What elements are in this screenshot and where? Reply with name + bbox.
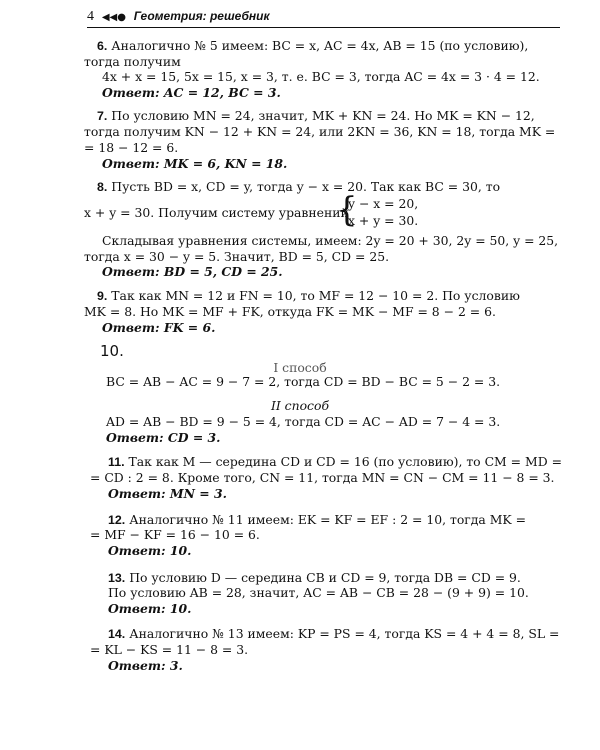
- problem-11-number: 11.: [108, 455, 125, 469]
- problem-9-line-2: MK = 8. Но MK = MF + FK, откуда FK = MK − MF = 8 − 2 = 6.: [84, 304, 496, 319]
- problem-11-answer: Ответ: MN = 3.: [108, 486, 227, 501]
- problem-6-line-3: 4x + x = 15, 5x = 15, x = 3, т. е. BC = 3, тогда AC = 4x = 3 · 4 = 12.: [102, 69, 540, 84]
- problem-7-number: 7.: [97, 109, 108, 123]
- problem-11-line-2: = CD : 2 = 8. Кроме того, CN = 11, тогда MN = CN − CM = 11 − 8 = 3.: [90, 470, 555, 485]
- problem-14-number: 14.: [108, 627, 126, 641]
- problem-12-number: 12.: [108, 513, 126, 527]
- problem-10-answer: Ответ: CD = 3.: [106, 430, 221, 445]
- problem-12-line-1: [108, 512, 526, 528]
- problem-7-line-3: = 18 − 12 = 6.: [84, 140, 179, 155]
- problem-7-line-2: тогда получим KN − 12 + KN = 24, или 2KN = 36, KN = 18, тогда MK =: [84, 124, 556, 139]
- problem-9-number: 9.: [97, 289, 108, 303]
- system-brace: {: [336, 190, 358, 230]
- problem-9-text-1: Так как MN = 12 и FN = 10, то MF = 12 − 10 = 2. По условию: [111, 288, 520, 303]
- problem-8-line-4: тогда x = 30 − y = 5. Значит, BD = 5, CD = 25.: [84, 249, 390, 264]
- problem-11-line-1: [108, 454, 562, 470]
- problem-6-line-1: [97, 38, 528, 54]
- problem-8-line-1: [97, 179, 500, 195]
- arrows-mark-icon: ◀◀●: [101, 12, 126, 23]
- problem-9-line-1: [97, 288, 520, 304]
- method-1-heading: I способ: [273, 360, 327, 375]
- problem-14-answer: Ответ: 3.: [108, 658, 183, 673]
- problem-6-line-2: тогда получим: [84, 54, 181, 69]
- page-number: 4: [87, 9, 94, 24]
- page-header: [87, 9, 560, 28]
- system-equation-2: x + y = 30.: [348, 213, 419, 228]
- problem-8-number: 8.: [97, 180, 108, 194]
- problem-8-line-3: Складывая уравнения системы, имеем: 2y = 20 + 30, 2y = 50, y = 25,: [102, 233, 559, 248]
- problem-14-line-2: = KL − KS = 11 − 8 = 3.: [90, 642, 249, 657]
- problem-7-answer: Ответ: MK = 6, KN = 18.: [102, 156, 288, 171]
- problem-6-number: 6.: [97, 39, 108, 53]
- problem-10-line-2: AD = AB − BD = 9 − 5 = 4, тогда CD = AC − AD = 7 − 4 = 3.: [106, 414, 501, 429]
- problem-14-text-1: Аналогично № 13 имеем: KP = PS = 4, тогда KS = 4 + 4 = 8, SL =: [129, 626, 560, 641]
- problem-12-answer: Ответ: 10.: [108, 543, 192, 558]
- problem-9-answer: Ответ: FK = 6.: [102, 320, 216, 335]
- system-equation-1: y − x = 20,: [348, 196, 419, 211]
- problem-13-line-1: [108, 570, 521, 586]
- problem-12-text-1: Аналогично № 11 имеем: EK = KF = EF : 2 = 10, тогда MK =: [129, 512, 527, 527]
- problem-6-answer: Ответ: AC = 12, BC = 3.: [102, 85, 281, 100]
- problem-13-line-2: По условию AB = 28, значит, AC = AB − CB = 28 − (9 + 9) = 10.: [108, 585, 529, 600]
- problem-8-answer: Ответ: BD = 5, CD = 25.: [102, 264, 283, 279]
- problem-10-line-1: BC = AB − AC = 9 − 7 = 2, тогда CD = BD − BC = 5 − 2 = 3.: [106, 374, 501, 389]
- problem-8-line-2: x + y = 30. Получим систему уравнений: [84, 205, 349, 220]
- problem-11-text-1: Так как M — середина CD и CD = 16 (по условию), то CM = MD =: [128, 454, 562, 469]
- problem-7-line-1: [97, 108, 535, 124]
- problem-13-text-1: По условию D — середина CB и CD = 9, тогда DB = CD = 9.: [129, 570, 521, 585]
- problem-14-line-1: [108, 626, 559, 642]
- problem-8-text-1: Пусть BD = x, CD = y, тогда y − x = 20. Так как BC = 30, то: [111, 179, 501, 194]
- method-2-heading: II способ: [270, 398, 330, 413]
- problem-7-text-1: По условию MN = 24, значит, MK + KN = 24. Но MK = KN − 12,: [111, 108, 535, 123]
- problem-12-line-2: = MF − KF = 16 − 10 = 6.: [90, 527, 260, 542]
- problem-13-answer: Ответ: 10.: [108, 601, 192, 616]
- problem-13-number: 13.: [108, 571, 126, 585]
- problem-10-number: 10.: [100, 342, 124, 360]
- problem-6-text-1: Аналогично № 5 имеем: BC = x, AC = 4x, AB = 15 (по условию),: [111, 38, 529, 53]
- book-title: Геометрия: решебник: [133, 9, 270, 23]
